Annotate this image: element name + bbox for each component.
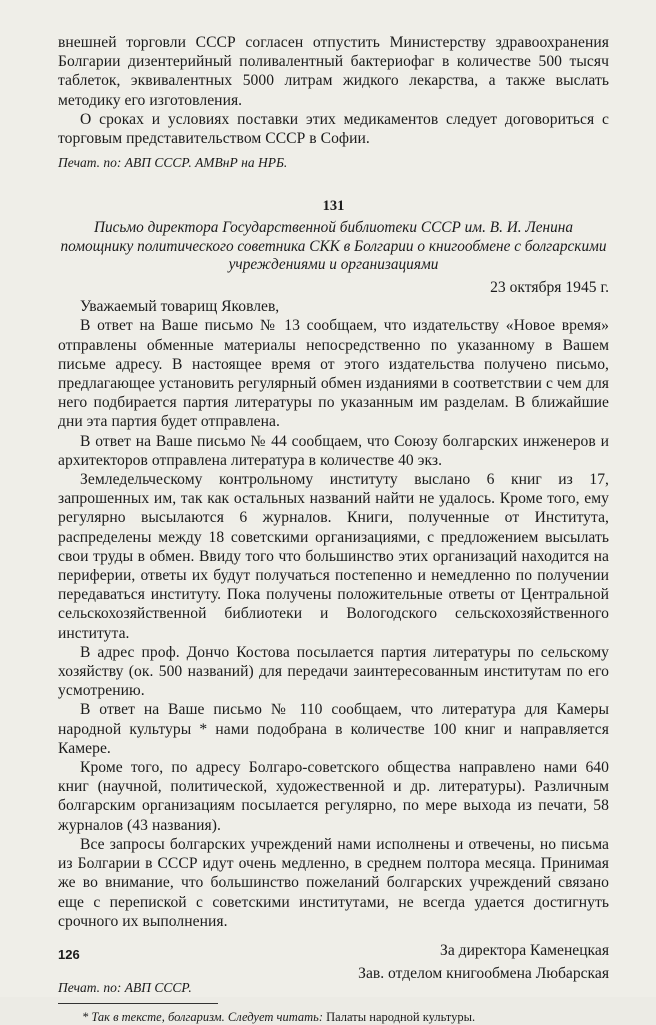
letter-paragraph: Земледельческому контрольному институту выслано 6 книг из 17, запрошенных им, так как остальных названий найти не удалось. Кроме того, ему регулярно высылаются 6 журналов. Книги, полученные от Института, распределены между 18 советскими организациями, с предложением высылать свои труды в обмен. Ввиду того что большинство этих организаций находится на периферии, ответы их будут получаться постепенно и немедленно по получении передаваться институту. Пока получены положительные ответы от Центральной сельскохозяйственной библиотеки и Вологодского сельскохозяйственного института. [58, 471, 609, 642]
document-date: 23 октября 1945 г. [490, 279, 609, 296]
intro-paragraph: О сроках и условиях поставки этих медикаментов следует договориться с торговым представительством СССР в Софии. [58, 110, 609, 148]
intro-paragraph-continued: внешней торговли СССР согласен отпустить Министерству здравоохранения Болгарии дизентерийный поливалентный бактериофаг в количестве 500 тысяч таблеток, эквивалентных 5000 литрам жидкого лекарства, а также выслать методику его изготовления. [58, 34, 609, 109]
document-title: Письмо директора Государственной библиотеки СССР им. В. И. Ленина помощнику политического советника СКК в Болгарии о книгообмене с болгарскими учреждениями и организациями [60, 219, 607, 274]
signature-director: За директора Каменецкая [440, 941, 609, 959]
text-column [58, 33, 609, 1025]
letter-paragraph: В ответ на Ваше письмо № 44 сообщаем, что Союзу болгарских инженеров и архитекторов отправлена литература в количестве 40 экз. [58, 432, 609, 469]
letter-paragraph: В адрес проф. Дончо Костова посылается партия литературы по сельскому хозяйству (ок. 500 названий) для передачи заинтересованным институтам по его усмотрению. [58, 643, 609, 700]
salutation: Уважаемый товарищ Яковлев, [80, 298, 280, 316]
letter-paragraph: Все запросы болгарских учреждений нами исполнены и отвечены, но письма из Болгарии в СССР идут очень медленно, в среднем полтора месяца. Принимая же во внимание, что большинство пожеланий болгарских учреждений связано еще с перепиской с советскими институтами, не всегда удается достигнуть срочного их выполнения. [58, 835, 609, 930]
footnote-correction: Палаты народной культуры. [326, 1009, 476, 1024]
page-number: 126 [58, 947, 80, 962]
footnote-divider [58, 1003, 218, 1004]
letter-paragraph: В ответ на Ваше письмо № 110 сообщаем, что литература для Камеры народной культуры * нами подобрана в количестве 100 книг и направляется Камере. [58, 701, 609, 757]
signature-department-head: Зав. отделом книгообмена Любарская [358, 964, 609, 982]
document-number: 131 [322, 198, 345, 215]
letter-paragraph: Кроме того, по адресу Болгаро-советского общества направлено нами 640 книг (научной, политической, художественной и др. литературы). Различным болгарским организациям посылается регулярно, по мере выхода из печати, 58 журналов (43 названия). [58, 759, 609, 834]
letter-paragraph: В ответ на Ваше письмо № 13 сообщаем, что издательству «Новое время» отправлены обменные материалы непосредственно по указанному в Вашем письме адресу. В настоящее время от этого издательства получено письмо, предлагающее установить регулярный обмен изданиями в соответствии с чем для него подбирается партия литературы по указанным им разделам. В ближайшие дни эта партия будет отправлена. [58, 317, 609, 431]
footnote [82, 1009, 609, 1025]
source-note: Печат. по: АВП СССР. АМВнР на НРБ. [58, 155, 288, 171]
source-note: Печат. по: АВП СССР. [58, 979, 192, 995]
footnote-marker-text: * Так в тексте, болгаризм. Следует читать: [82, 1009, 323, 1024]
